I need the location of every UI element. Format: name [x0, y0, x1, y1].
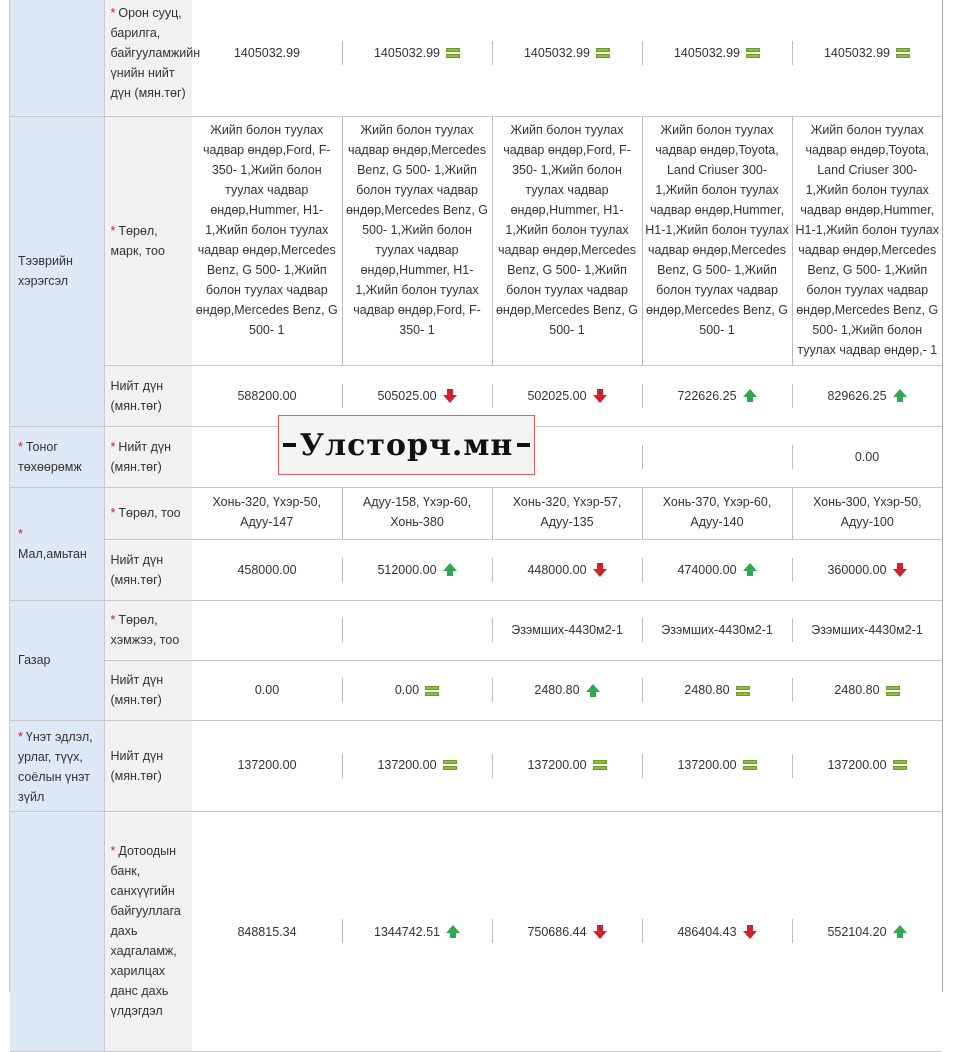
arrow-up-icon	[893, 925, 907, 939]
category-cell: * Үнэт эдлэл, урлаг, түүх, соёлын үнэт зүйл	[10, 720, 104, 811]
sub-label-cell: * Төрөл, марк, тоо	[104, 116, 192, 365]
arrow-up-icon	[893, 389, 907, 403]
sub-label-cell: * Нийт дүн (мян.төг)	[104, 426, 192, 487]
required-mark: *	[18, 729, 23, 744]
value-cell: 1405032.99	[192, 0, 342, 116]
arrow-down-icon	[743, 925, 757, 939]
equal-icon	[446, 46, 460, 60]
value-cell: Эзэмших-4430м2-1	[792, 600, 942, 660]
value-cell: 137200.00	[492, 720, 642, 811]
equal-icon	[746, 46, 760, 60]
equal-icon	[896, 46, 910, 60]
value-cell: 474000.00	[642, 539, 792, 600]
left-frame	[0, 0, 10, 992]
value-cell: 1405032.99	[792, 0, 942, 116]
category-cell	[10, 811, 104, 1051]
equal-icon	[886, 684, 900, 698]
watermark-bar-left	[283, 443, 296, 447]
value-cell: Жийп болон туулах чадвар өндөр,Ford, F-350- 1,Жийп болон туулах чадвар өндөр,Hummer, H1-1,Жийп болон туулах чадвар өндөр,Mercedes Benz, G 500- 1,Жийп болон туулах чадвар өндөр,Mercedes Benz, G 500- 1	[192, 116, 342, 365]
sub-label-cell: * Дотоодын банк, санхүүгийн байгууллага дахь хадгаламж, харилцах данс дахь үлдэгдэл	[104, 811, 192, 1051]
arrow-down-icon	[593, 925, 607, 939]
category-cell: * Тоног төхөөрөмж	[10, 426, 104, 487]
required-mark: *	[110, 844, 116, 858]
value-cell	[192, 600, 342, 660]
value-cell: 486404.43	[642, 811, 792, 1051]
equal-icon	[596, 46, 610, 60]
value-cell: 137200.00	[192, 720, 342, 811]
value-cell: 448000.00	[492, 539, 642, 600]
value-cell: 458000.00	[192, 539, 342, 600]
equal-icon	[893, 758, 907, 772]
arrow-up-icon	[446, 925, 460, 939]
value-cell: 829626.25	[792, 365, 942, 426]
value-cell: 137200.00	[642, 720, 792, 811]
required-mark: *	[18, 526, 23, 541]
value-cell: 512000.00	[342, 539, 492, 600]
sub-label-cell: * Төрөл, тоо	[104, 487, 192, 539]
sub-label-cell: * Төрөл, хэмжээ, тоо	[104, 600, 192, 660]
table-row	[10, 487, 942, 539]
arrow-up-icon	[743, 563, 757, 577]
table-row	[10, 720, 942, 811]
sub-label-cell: Нийт дүн (мян.төг)	[104, 365, 192, 426]
value-cell: 137200.00	[792, 720, 942, 811]
equal-icon	[593, 758, 607, 772]
equal-icon	[743, 758, 757, 772]
required-mark: *	[110, 223, 116, 238]
value-cell: 137200.00	[342, 720, 492, 811]
value-cell: Жийп болон туулах чадвар өндөр,Mercedes Benz, G 500- 1,Жийп болон туулах чадвар өндөр,Mercedes Benz, G 500- 1,Жийп болон туулах чадвар өндөр,Hummer, H1-1,Жийп болон туулах чадвар өндөр,Ford, F-350- 1	[342, 116, 492, 365]
arrow-down-icon	[893, 563, 907, 577]
declaration-table	[10, 0, 942, 1052]
sub-label-cell: Нийт дүн (мян.төг)	[104, 720, 192, 811]
value-cell: Жийп болон туулах чадвар өндөр,Ford, F-350- 1,Жийп болон туулах чадвар өндөр,Hummer, H1-1,Жийп болон туулах чадвар өндөр,Mercedes Benz, G 500- 1,Жийп болон туулах чадвар өндөр,Mercedes Benz, G 500- 1	[492, 116, 642, 365]
value-cell: 0.00	[342, 660, 492, 720]
value-cell: Хонь-300, Үхэр-50, Адуу-100	[792, 487, 942, 539]
value-cell: 0.00	[792, 426, 942, 487]
value-cell: 1405032.99	[342, 0, 492, 116]
arrow-up-icon	[443, 563, 457, 577]
value-cell: Хонь-320, Үхэр-57, Адуу-135	[492, 487, 642, 539]
value-cell: 588200.00	[192, 365, 342, 426]
value-cell: 1344742.51	[342, 811, 492, 1051]
category-cell	[10, 0, 104, 116]
sub-label-cell: Нийт дүн (мян.төг)	[104, 539, 192, 600]
required-mark: *	[110, 506, 116, 520]
right-frame	[942, 0, 980, 992]
value-cell: 552104.20	[792, 811, 942, 1051]
arrow-up-icon	[586, 684, 600, 698]
value-cell: 848815.34	[192, 811, 342, 1051]
value-cell: 722626.25	[642, 365, 792, 426]
value-cell: 505025.00	[342, 365, 492, 426]
table-row	[10, 660, 942, 720]
category-cell: * Мал,амьтан	[10, 487, 104, 600]
value-cell: Хонь-370, Үхэр-60, Адуу-140	[642, 487, 792, 539]
category-cell: Газар	[10, 600, 104, 720]
table-row	[10, 116, 942, 365]
arrow-down-icon	[593, 563, 607, 577]
value-cell: 502025.00	[492, 365, 642, 426]
required-mark: *	[110, 613, 116, 627]
category-cell: Тээврийн хэрэгсэл	[10, 116, 104, 426]
watermark-logo: Улсторч.мн	[278, 415, 535, 475]
table-row	[10, 539, 942, 600]
value-cell: 1405032.99	[492, 0, 642, 116]
arrow-down-icon	[443, 389, 457, 403]
required-mark: *	[110, 5, 116, 20]
value-cell: 360000.00	[792, 539, 942, 600]
value-cell: Адуу-158, Үхэр-60, Хонь-380	[342, 487, 492, 539]
equal-icon	[736, 684, 750, 698]
equal-icon	[425, 684, 439, 698]
value-cell	[642, 426, 792, 487]
value-cell: 0.00	[192, 660, 342, 720]
value-cell: 750686.44	[492, 811, 642, 1051]
value-cell: Эзэмших-4430м2-1	[492, 600, 642, 660]
equal-icon	[443, 758, 457, 772]
sub-label-cell: * Орон сууц, барилга, байгууламжийн үнийн нийт дүн (мян.төг)	[104, 0, 192, 116]
value-cell: 2480.80	[642, 660, 792, 720]
value-cell: Жийп болон туулах чадвар өндөр,Toyota, Land Criuser 300- 1,Жийп болон туулах чадвар өндөр,Hummer, H1-1,Жийп болон туулах чадвар өндөр,Mercedes Benz, G 500- 1,Жийп болон туулах чадвар өндөр,Mercedes Benz, G 500- 1	[642, 116, 792, 365]
value-cell: Эзэмших-4430м2-1	[642, 600, 792, 660]
value-cell: 1405032.99	[642, 0, 792, 116]
value-cell: Хонь-320, Үхэр-50, Адуу-147	[192, 487, 342, 539]
required-mark: *	[110, 439, 116, 454]
table-row	[10, 811, 942, 1051]
value-cell: 2480.80	[492, 660, 642, 720]
value-cell	[342, 600, 492, 660]
arrow-down-icon	[593, 389, 607, 403]
sub-label-cell: Нийт дүн (мян.төг)	[104, 660, 192, 720]
required-mark: *	[18, 439, 23, 454]
watermark-bar-right	[517, 443, 530, 447]
value-cell: 2480.80	[792, 660, 942, 720]
value-cell: Жийп болон туулах чадвар өндөр,Toyota, Land Criuser 300- 1,Жийп болон туулах чадвар өндөр,Hummer, H1-1,Жийп болон туулах чадвар өндөр,Mercedes Benz, G 500- 1,Жийп болон туулах чадвар өндөр,Mercedes Benz, G 500- 1,Жийп болон туулах чадвар өндөр,- 1	[792, 116, 942, 365]
table-row	[10, 600, 942, 660]
table-row	[10, 0, 942, 116]
arrow-up-icon	[743, 389, 757, 403]
